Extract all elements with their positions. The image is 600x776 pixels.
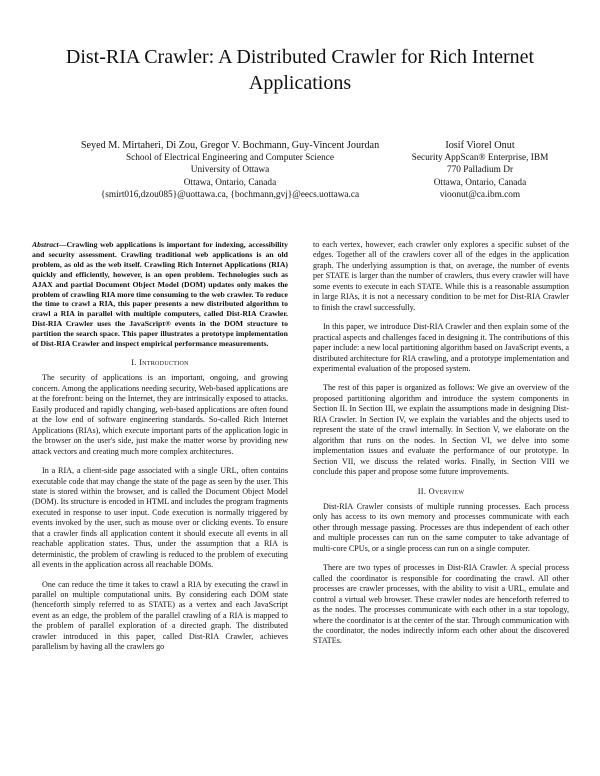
paper-title: Dist-RIA Crawler: A Distributed Crawler for Rich Internet Applications	[65, 46, 535, 94]
paragraph: The rest of this paper is organized as follows: We give an overview of the proposed partitioning algorithm and introduce the system components in Section II. In Section III, we explain the assumptions made in designing Dist-RIA Crawler. In Section IV, we explain the variables and the objects used to represent the state of the crawl internally. In Section V, we elaborate on the algorithm that runs on the nodes. In Section VI, we delve into some implementation issues and evaluate the performance of our prototype. In Section VII, we discuss the related works. Finally, in Section VIII we conclude this paper and propose some future improvements.	[313, 383, 569, 477]
author-names: Seyed M. Mirtaheri, Di Zou, Gregor V. Bochmann, Guy-Vincent Jourdan	[80, 140, 380, 151]
author-location: Ottawa, Ontario, Canada	[433, 177, 527, 188]
author-affiliation: School of Electrical Engineering and Computer Science	[125, 153, 335, 163]
abstract-lead: Abstract	[32, 240, 59, 249]
left-column	[32, 240, 288, 662]
author-names: Iosif Viorel Onut	[445, 140, 515, 151]
paragraph: In a RIA, a client-side page associated with a single URL, often contains executable code that may change the state of the page as seen by the user. This state is stored within the browser, and is called the Document Object Model (DOM). Its structure is encoded in HTML and includes the program fragments executed in response to user input. Code execution is normally triggered by events invoked by the user, such as mouse over or clicking events. To ensure that a crawler finds all application content it should execute all events in all reachable application states. Thus, under the assumption that a RIA is deterministic, the problem of crawling is reduced to the problem of executing all events in the application across all reachable DOMs.	[32, 466, 288, 570]
author-university: University of Ottawa	[190, 165, 270, 176]
paragraph: The security of applications is an important, ongoing, and growing concern. Among the applications needing security, Web-based applications are at the forefront: being on the Internet, they are intrinsically exposed to attacks. Easily produced and rapidly changing, web-based applications are often found at the low end of software engineering standards. So-called Rich Internet Applications (RIAs), which execute important parts of the application logic in the browser on the user's side, just make the matter worse by providing new attack vectors and creating much more complex architectures.	[32, 373, 288, 456]
section-heading-introduction: I. Introduction	[131, 357, 189, 367]
author-block-right	[392, 139, 568, 202]
author-emails: {smirt016,dzou085}@uottawa.ca, {bochmann,gvj}@eecs.uottawa.ca	[100, 190, 360, 201]
author-affiliation: Security AppScan® Enterprise, IBM	[411, 153, 549, 163]
paragraph: There are two types of processes in Dist-RIA Crawler. A special process called the coordinator is responsible for coordinating the crawl. All other processes are crawler processes, with the ability to visit a URL, emulate and control a virtual web browser. These crawler nodes are henceforth referred to as the nodes. The processes communicate with each other in a star topology, where the coordinator is at the center of the star. Through communication with the coordinator, the nodes indirectly inform each other about the discovered STATEs.	[313, 563, 569, 646]
paragraph: One can reduce the time it takes to crawl a RIA by executing the crawl in parallel on multiple computational units. By considering each DOM state (henceforth simply referred to as STATE) as a vertex and each JavaScript event as an edge, the problem of the parallel crawling of a RIA is mapped to the problem of parallel exploration of a directed graph. The distributed crawler introduced in this paper, called Dist-RIA Crawler, achieves parallelism by having all the crawlers go	[32, 579, 288, 652]
author-block-left	[40, 139, 420, 202]
author-address: 770 Palladium Dr	[446, 165, 514, 176]
paragraph: Dist-RIA Crawler consists of multiple running processes. Each process only has access to its own memory and processes communicate with each other through message passing. Processes are thus independent of each other and multiple processes can run on the same computer to take advantage of multi-core CPUs, or a single process can run on a single computer.	[313, 501, 569, 553]
paragraph: In this paper, we introduce Dist-RIA Crawler and then explain some of the practical aspects and challenges faced in designing it. The contributions of this paper include: a new local partitioning algorithm based on JavaScript events, a distributed architecture for RIA crawling, and a prototype implementation and experimental evaluation of the proposed system.	[313, 322, 569, 373]
abstract-text: —Crawling web applications is important for indexing, accessibility and security assessment. Crawling traditional web applications is an old problem, as old as the web itself. Crawling Rich Internet Applications (RIA) quickly and efficiently, however, is an open problem. Technologies such as AJAX and partial Document Object Model (DOM) updates only makes the problem of crawling RIA more time consuming to the web crawler. To reduce the time to crawl a RIA, this paper presents a new distributed algorithm to crawl a RIA in parallel with multiple computers, called Dist-RIA Crawler. Dist-RIA Crawler uses the JavaScript® events in the DOM structure to partition the search space. This paper illustrates a prototype implementation of Dist-RIA Crawler and inspect empirical performance measurements.	[32, 240, 288, 349]
section-heading-overview: II. Overview	[417, 486, 465, 496]
author-email: vioonut@ca.ibm.com	[439, 190, 521, 201]
paragraph: to each vertex, however, each crawler only explores a specific subset of the edges. Together all of the crawlers cover all of the edges in the application graph. The underlying assumption is that, on average, the number of events per STATE is larger than the number of crawlers, thus every crawler will have some events to execute in each STATE. While this is a reasonable assumption in large RIAs, it is not a necessary condition to be met for Dist-RIA Crawler to finish the crawl successfully.	[313, 240, 569, 312]
abstract	[32, 240, 288, 349]
author-location: Ottawa, Ontario, Canada	[183, 177, 277, 188]
right-column	[313, 240, 569, 656]
